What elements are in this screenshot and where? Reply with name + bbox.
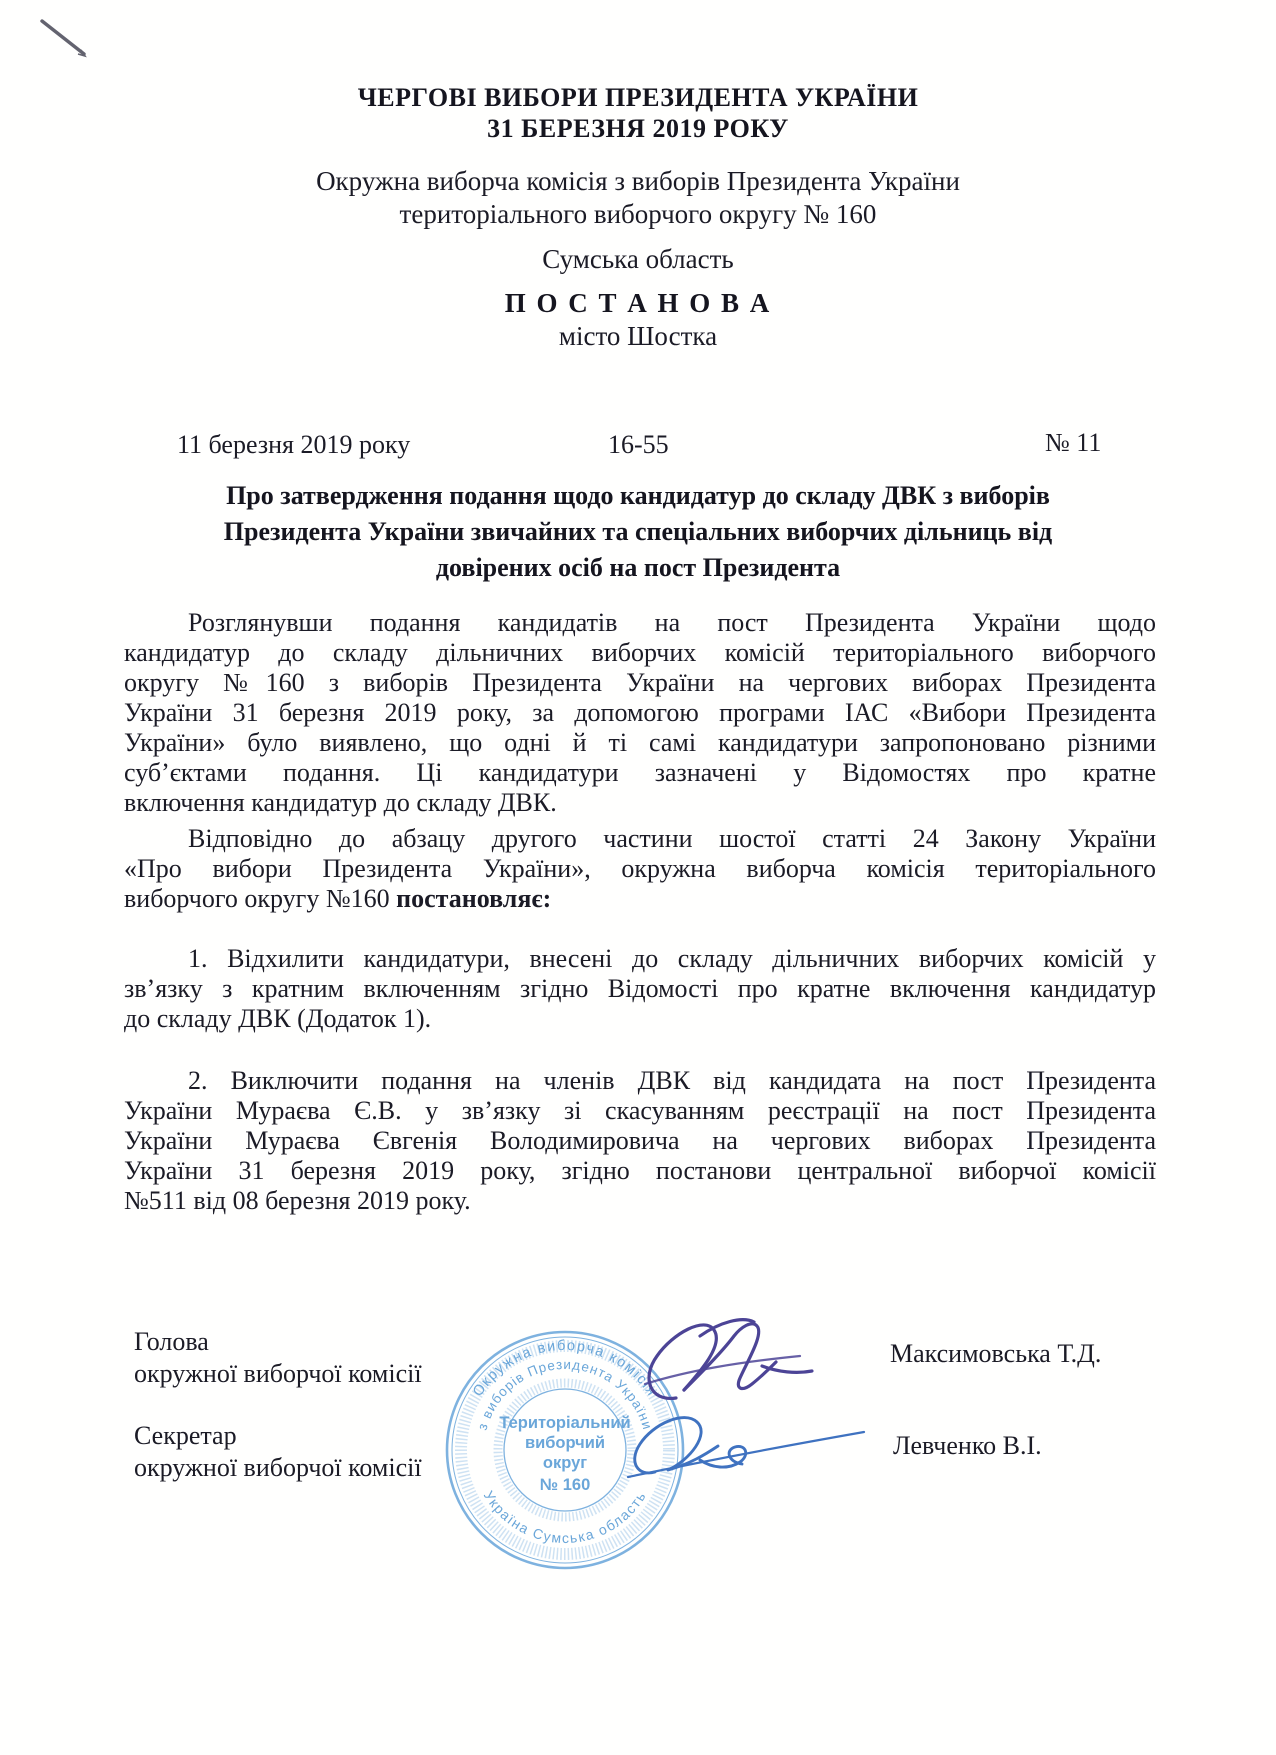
official-round-stamp — [415, 1300, 715, 1600]
stamp-center-line3: округ — [542, 1454, 588, 1472]
commission-name-line1: Окружна виборча комісія з виборів Президента України — [316, 166, 960, 196]
body-line: суб’єктами подання. Ці кандидатури зазначені у Відомостях про кратне — [124, 758, 1156, 787]
paragraph-1 — [124, 608, 1156, 818]
stamp-center-line4: № 160 — [539, 1476, 591, 1494]
body-line: України Мураєва Є.В. у зв’язку зі скасуванням реєстрації на пост Президента — [124, 1096, 1156, 1125]
body-line: Розглянувши подання кандидатів на пост Президента України щодо — [188, 608, 1156, 637]
head-title — [134, 1326, 422, 1390]
body-line: кандидатур до складу дільничних виборчих комісій територіального виборчого — [124, 638, 1156, 667]
body-line: 1. Відхилити кандидатури, внесені до складу дільничних виборчих комісій у — [188, 944, 1156, 973]
body-line: Відповідно до абзацу другого частини шостої статті 24 Закону України — [188, 824, 1156, 853]
stamp-ring-text-top: Окружна виборча комісія — [469, 1337, 661, 1400]
document-number: № 11 — [1045, 428, 1102, 457]
subject-line: Про затвердження подання щодо кандидатур до складу ДВК з виборів — [226, 481, 1050, 510]
body-line: України» було виявлено, що одні й ті самі кандидатури запропоновано різними — [124, 728, 1156, 757]
commission-name-line2: територіального виборчого округу № 160 — [399, 199, 877, 229]
secretary-title — [134, 1420, 422, 1484]
body-line: «Про вибори Президента України», окружна виборча комісія територіального — [124, 854, 1156, 883]
stamp-center-line1: Територіальний — [499, 1414, 631, 1432]
secretary-title-line1: Секретар — [134, 1421, 237, 1450]
secretary-name: Левченко В.І. — [893, 1431, 1042, 1460]
document-body — [124, 608, 1156, 1216]
resolution-item-1 — [124, 944, 1156, 1034]
body-line: включення кандидатур до складу ДВК. — [124, 788, 557, 817]
body-line: до складу ДВК (Додаток 1). — [124, 1004, 432, 1033]
resolution-item-2 — [124, 1066, 1156, 1216]
body-line: України 31 березня 2019 року, за допомогою програми ІАС «Вибори Президента — [124, 698, 1156, 727]
body-line: 2. Виключити подання на членів ДВК від кандидата на пост Президента — [188, 1066, 1156, 1095]
election-title-line1: ЧЕРГОВІ ВИБОРИ ПРЕЗИДЕНТА УКРАЇНИ — [357, 83, 919, 112]
subject-line: Президента України звичайних та спеціальних виборчих дільниць від — [223, 517, 1053, 546]
body-line: округу №160 з виборів Президента України на чергових виборах Президента — [124, 668, 1156, 697]
body-line: зв’язку з кратним включенням згідно Відомості про кратне включення кандидатур — [124, 974, 1156, 1003]
body-line: України 31 березня 2019 року, згідно постанови центральної виборчої комісії — [124, 1156, 1156, 1185]
head-title-line2: окружної виборчої комісії — [134, 1359, 422, 1388]
body-line: №511 від 08 березня 2019 року. — [124, 1186, 471, 1215]
head-name: Максимовська Т.Д. — [890, 1339, 1102, 1368]
head-title-line1: Голова — [134, 1327, 209, 1356]
stamp-center-line2: виборчий — [524, 1434, 606, 1452]
body-line: України Мураєва Євгенія Володимировича на чергових виборах Президента — [124, 1126, 1156, 1155]
scan-artifact-line — [42, 21, 84, 54]
document-type-title: П О С Т А Н О В А — [504, 288, 772, 318]
region-name: Сумська область — [542, 244, 734, 274]
election-title-line2: 31 БЕРЕЗНЯ 2019 РОКУ — [487, 114, 789, 143]
stamp-ring-text-top2: з виборів Президента України — [474, 1356, 656, 1432]
document-time: 16-55 — [608, 430, 669, 459]
subject-line: довірених осіб на пост Президента — [435, 553, 841, 582]
document-date: 11 березня 2019 року — [177, 430, 411, 459]
paragraph-2 — [124, 824, 1156, 914]
stamp-ring-text-bottom: Україна Сумська область — [480, 1487, 650, 1547]
city-name: місто Шостка — [558, 321, 718, 351]
body-line: виборчого округу №160 постановляє: — [124, 884, 552, 913]
secretary-title-line2: окружної виборчої комісії — [134, 1453, 422, 1482]
resolves-keyword: постановляє: — [396, 884, 552, 913]
